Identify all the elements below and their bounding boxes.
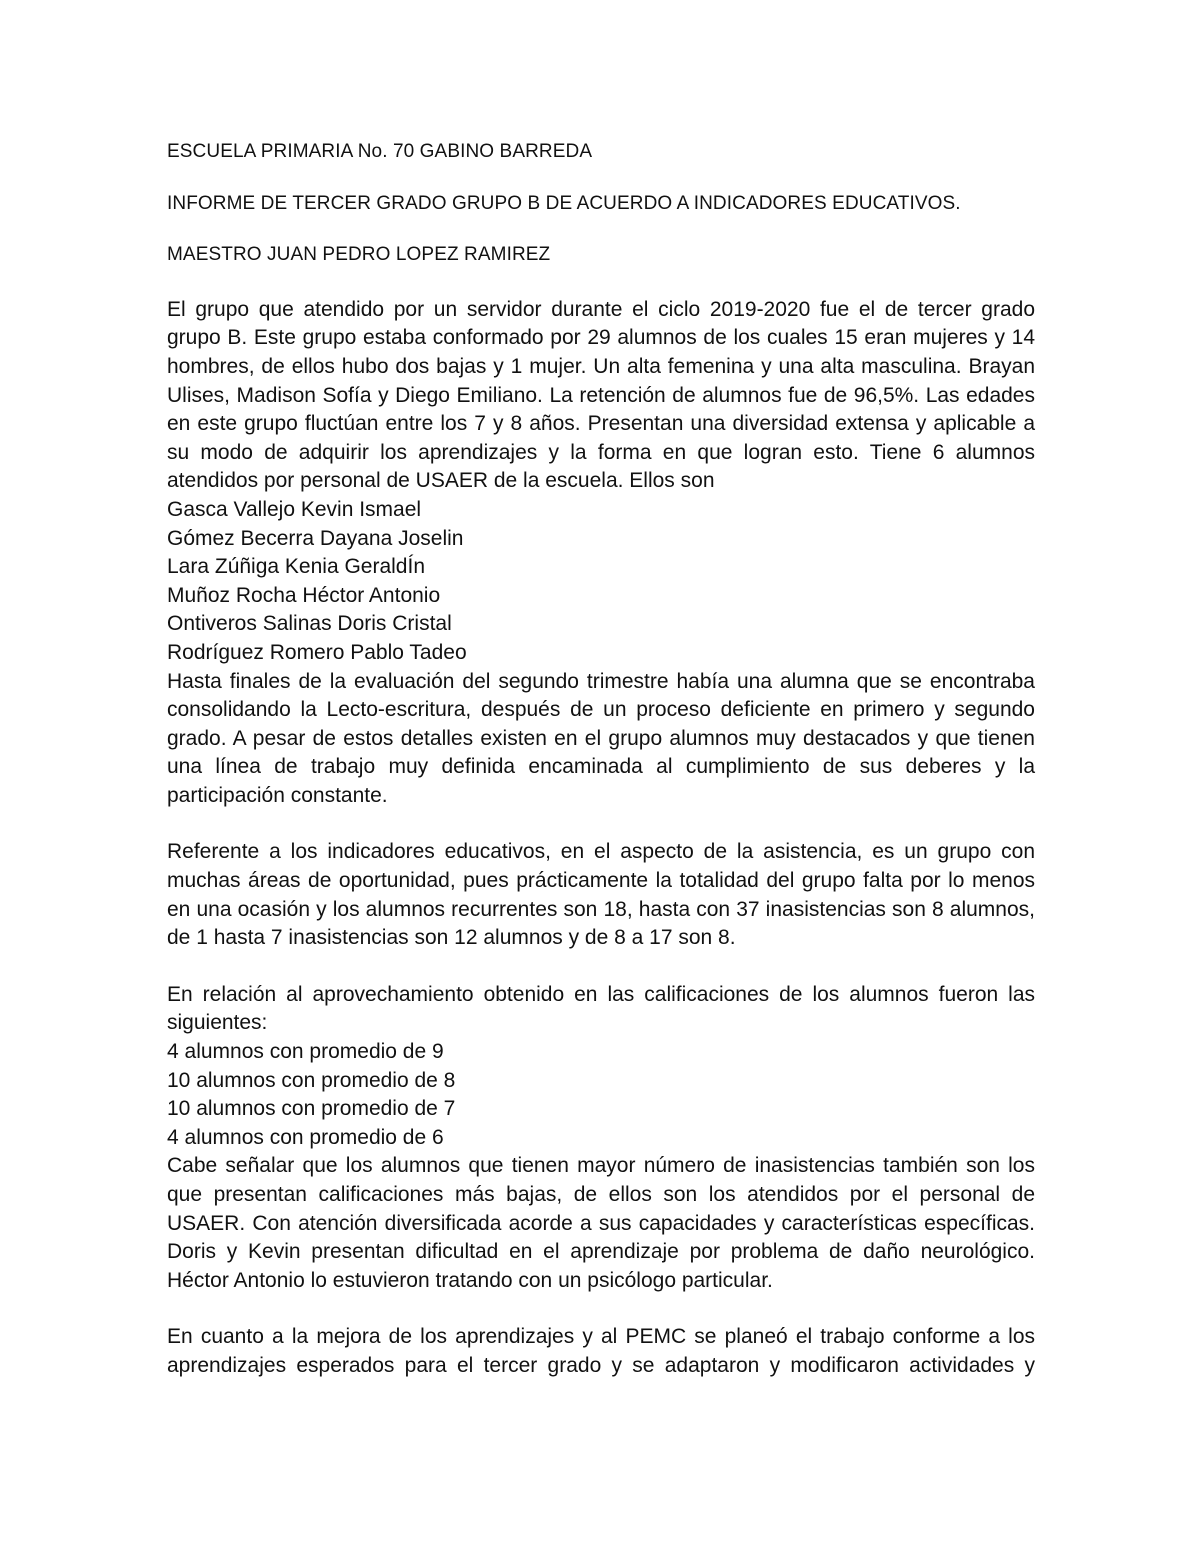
list-item: 4 alumnos con promedio de 6 [167, 1125, 444, 1149]
list-item: 4 alumnos con promedio de 9 [167, 1040, 444, 1064]
list-item: Gómez Becerra Dayana Joselin [167, 526, 464, 550]
usaer-student-list [167, 496, 1035, 668]
attendance-paragraph: Referente a los indicadores educativos, en el aspecto de la asistencia, es un grupo con muchas áreas de oportunidad, pues prácticamente la totalidad del grupo falta por lo menos en una ocasión y los alumnos recurrentes son 18, hasta con 37 inasistencias son 8 alumnos, de 1 hasta 7 inasistencias son 12 alumnos y de 8 a 17 son 8. [167, 840, 1035, 950]
teacher-name: MAESTRO JUAN PEDRO LOPEZ RAMIREZ [167, 244, 551, 266]
intro-paragraph: El grupo que atendido por un servidor durante el ciclo 2019-2020 fue el de tercer grado grupo B. Este grupo estaba conformado por 29 alumnos de los cuales 15 eran mujeres y 14 hombres, de ellos hubo dos bajas y 1 mujer. Un alta femenina y una alta masculina. Brayan Ulises, Madison Sofía y Diego Emiliano. La retención de alumnos fue de 96,5%. Las edades en este grupo fluctúan entre los 7 y 8 años. Presentan una diversidad extensa y aplicable a su modo de adquirir los aprendizajes y la forma en que logran esto. Tiene 6 alumnos atendidos por personal de USAER de la escuela. Ellos son [167, 297, 1035, 493]
grades-list [167, 1038, 1035, 1152]
grades-intro-paragraph: En relación al aprovechamiento obtenido en las calificaciones de los alumnos fueron las siguientes: [167, 982, 1035, 1035]
list-item: Lara Zúñiga Kenia GeraldÍn [167, 555, 425, 579]
reading-paragraph: Hasta finales de la evaluación del segundo trimestre había una alumna que se encontraba consolidando la Lecto-escritura, después de un proceso deficiente en primero y segundo grado. A pesar de estos detalles existen en el grupo alumnos muy destacados y que tienen una línea de trabajo muy definida encaminada al cumplimiento de sus deberes y la participación constante. [167, 669, 1035, 807]
document-body [167, 138, 1035, 1381]
pemc-paragraph: En cuanto a la mejora de los aprendizajes y al PEMC se planeó el trabajo conforme a los aprendizajes esperados para el tercer grado y se adaptaron y modificaron actividades y [167, 1325, 1035, 1377]
list-item: 10 alumnos con promedio de 8 [167, 1068, 456, 1092]
list-item: Ontiveros Salinas Doris Cristal [167, 612, 452, 636]
list-item: Gasca Vallejo Kevin Ismael [167, 497, 422, 521]
list-item: 10 alumnos con promedio de 7 [167, 1097, 456, 1121]
grades-note-paragraph: Cabe señalar que los alumnos que tienen mayor número de inasistencias también son los que presentan calificaciones más bajas, de ellos son los atendidos por el personal de USAER. Con atención diversificada acorde a sus capacidades y características específicas. Doris y Kevin presentan dificultad en el aprendizaje por problema de daño neurológico. Héctor Antonio lo estuvieron tratando con un psicólogo particular. [167, 1154, 1035, 1292]
school-title: ESCUELA PRIMARIA No. 70 GABINO BARREDA [167, 141, 593, 162]
list-item: Muñoz Rocha Héctor Antonio [167, 583, 441, 607]
report-title: INFORME DE TERCER GRADO GRUPO B DE ACUERDO A INDICADORES EDUCATIVOS. [167, 192, 961, 214]
list-item: Rodríguez Romero Pablo Tadeo [167, 640, 467, 664]
